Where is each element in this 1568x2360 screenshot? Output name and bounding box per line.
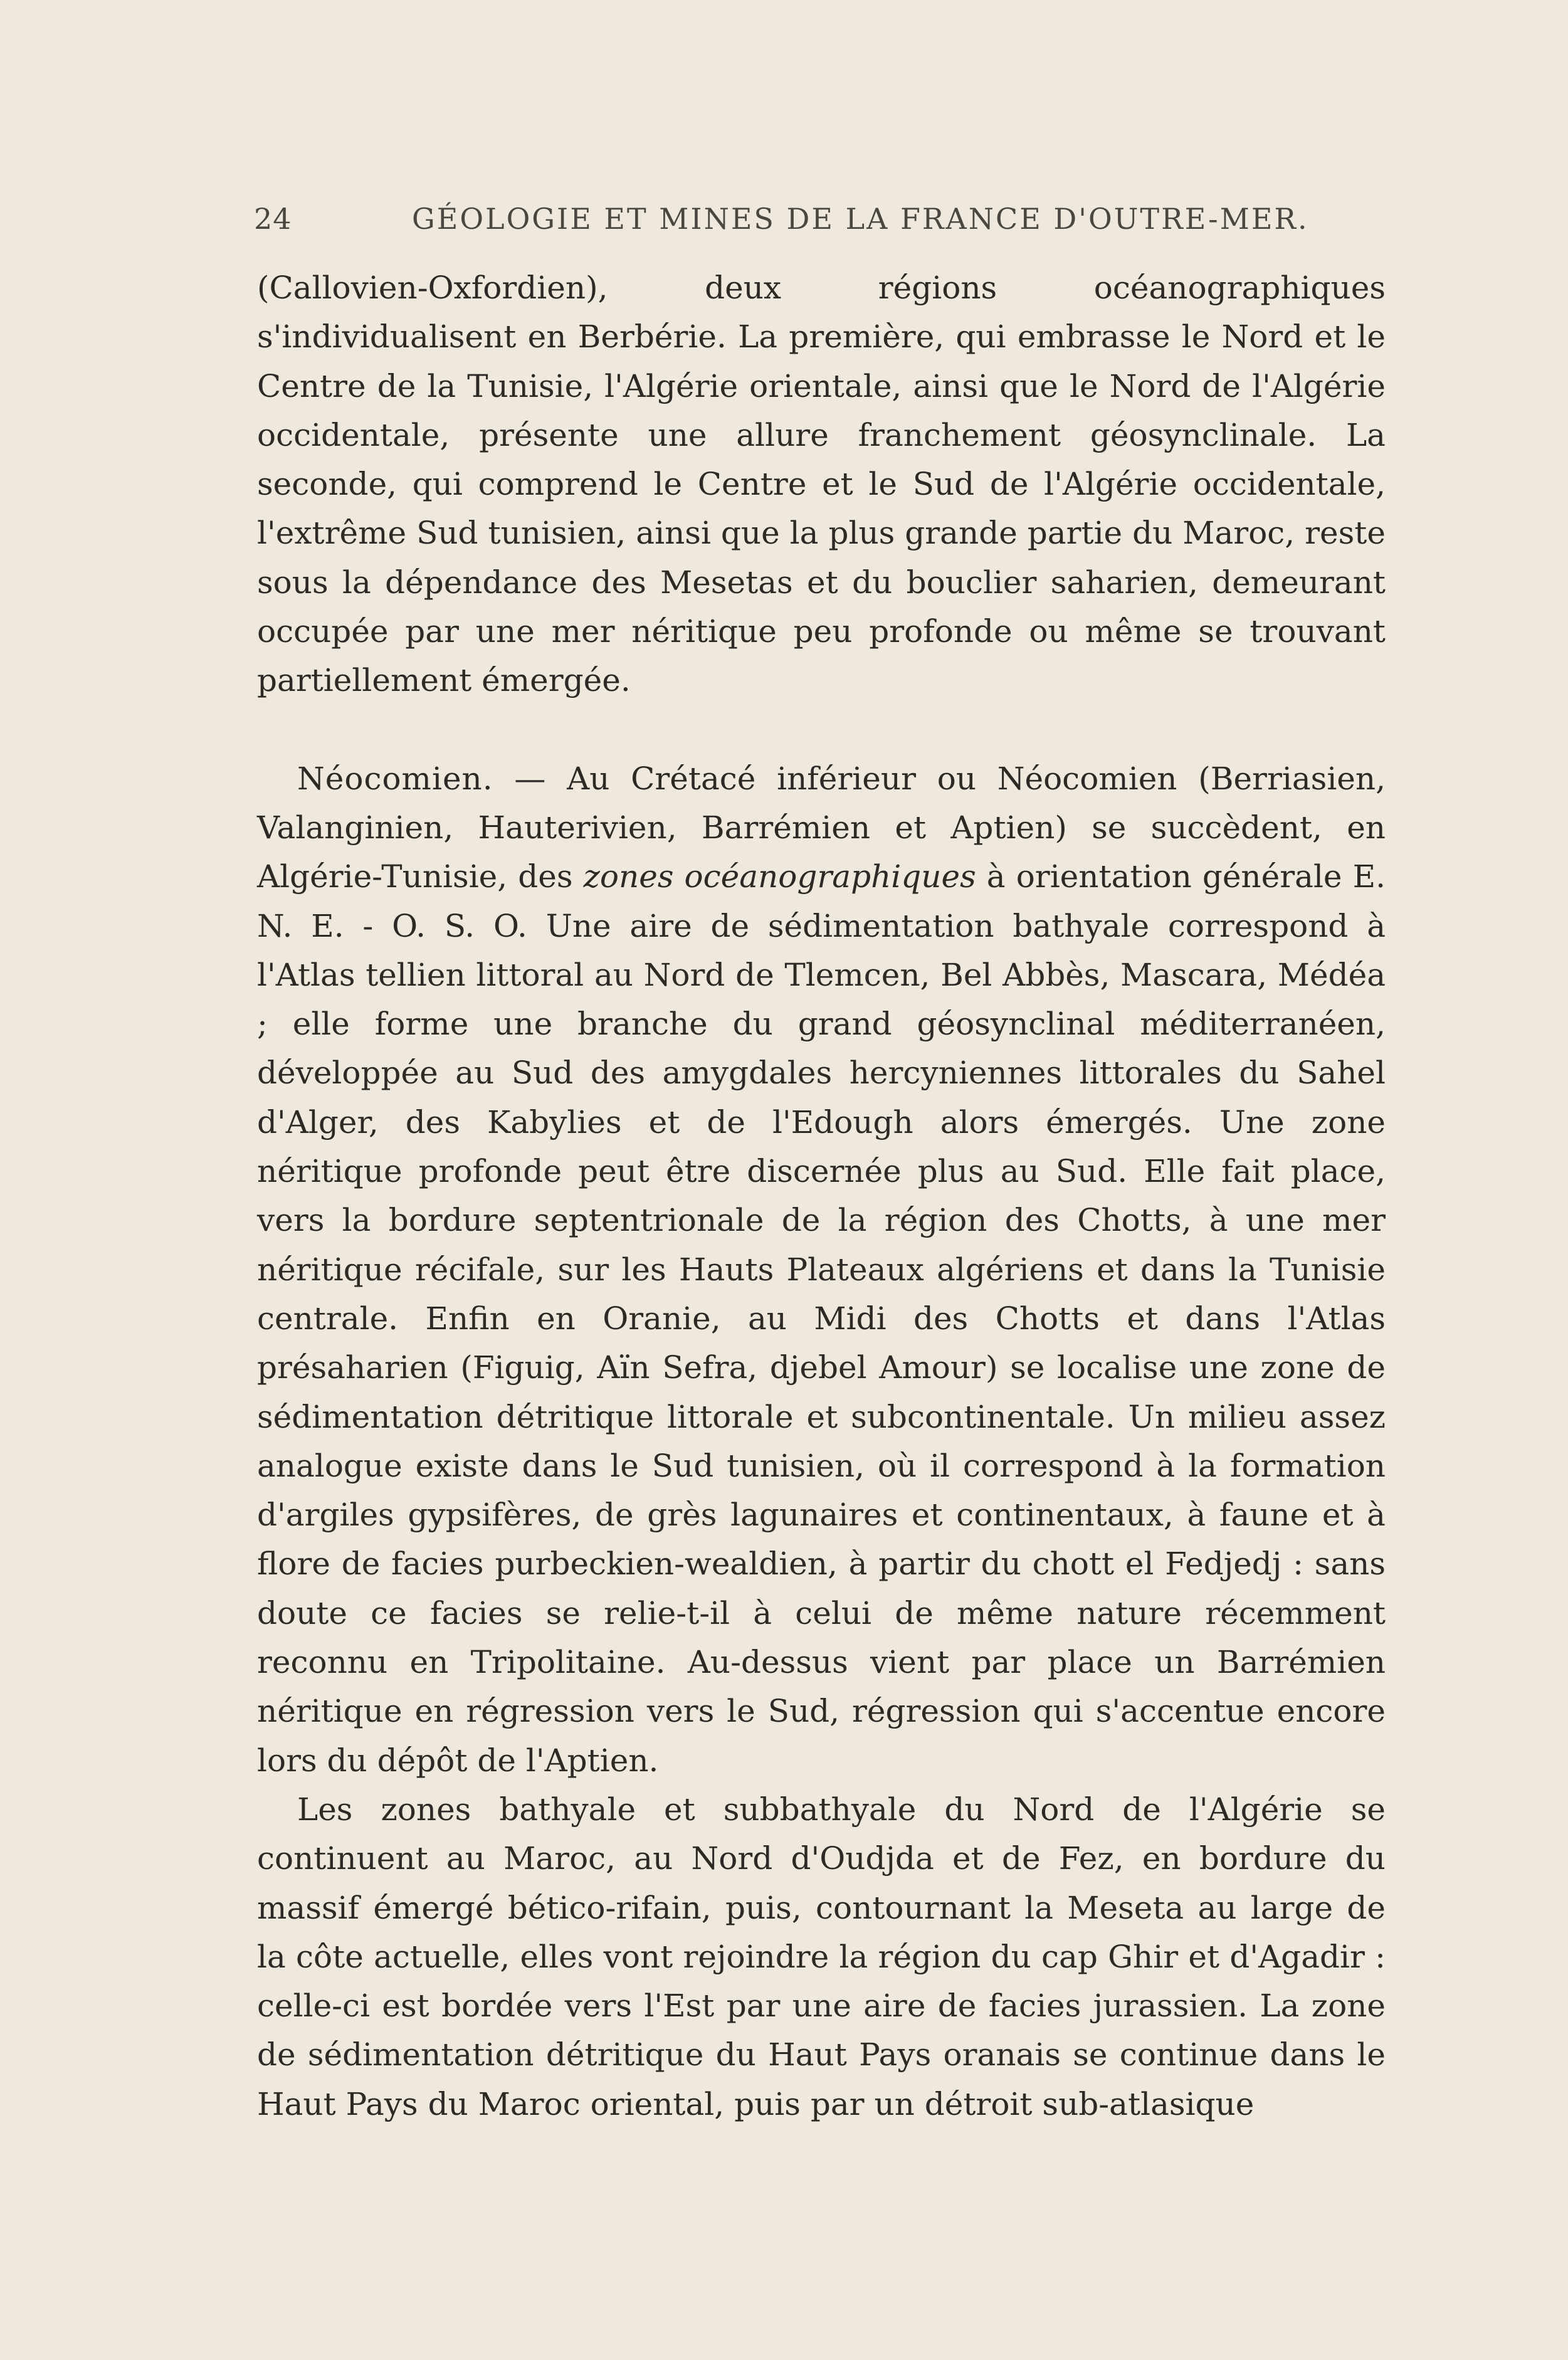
running-title: GÉOLOGIE ET MINES DE LA FRANCE D'OUTRE-MER. — [412, 202, 1309, 236]
italic-term: zones océanographiques — [583, 858, 976, 895]
paragraph-callovien: (Callovien-Oxfordien), deux régions océanographiques s'individualisent en Berbérie. La première, qui embrasse le Nord et le Centre de la Tunisie, l'Algérie orientale, ainsi que le Nord de l'Algérie occidentale, présente une allure franchement géosynclinale. La seconde, qui comprend le Centre et le Sud de l'Algérie occidentale, l'extrême Sud tunisien, ainsi que la plus grande partie du Maroc, reste sous la dépendance des Mesetas et du bouclier saharien, demeurant occupée par une mer néritique peu profonde ou même se trouvant partiellement émergée. — [257, 270, 1386, 699]
page-number: 24 — [254, 202, 292, 236]
section-heading-neocomien: Néocomien. — [297, 760, 493, 797]
running-header — [254, 202, 1389, 246]
paragraph-neocomien-text-1: — Au Crétacé inférieur ou Néocomien (Berriasien, Valanginien, Hauterivien, Barrémien et Aptien) se succèdent, en Algérie-Tunisie, des — [257, 760, 1386, 895]
paragraph-zones-bathyales: Les zones bathyale et subbathyale du Nord de l'Algérie se continuent au Maroc, au Nord d'Oudjda et de Fez, en bordure du massif émergé bético-rifain, puis, contournant la Meseta au large de la côte actuelle, elles vont rejoindre la région du cap Ghir et d'Agadir : celle-ci est bordée vers l'Est par une aire de facies jurassien. La zone de sédimentation détritique du Haut Pays oranais se continue dans le Haut Pays du Maroc oriental, puis par un détroit sub-atlasique — [257, 1791, 1386, 2122]
body-text — [257, 263, 1386, 2129]
paragraph-neocomien-text-2: à orientation générale E. N. E. - O. S. O. Une aire de sédimentation bathyale correspond à l'Atlas tellien littoral au Nord de Tlemcen, Bel Abbès, Mascara, Médéa ; elle forme une branche du grand géosynclinal méditerranéen, développée au Sud des amygdales hercyniennes littorales du Sahel d'Alger, des Kabylies et de l'Edough alors émergés. Une zone néritique profonde peut être discernée plus au Sud. Elle fait place, vers la bordure septentrionale de la région des Chotts, à une mer néritique récifale, sur les Hauts Plateaux algériens et dans la Tunisie centrale. Enfin en Oranie, au Midi des Chotts et dans l'Atlas présaharien (Figuig, Aïn Sefra, djebel Amour) se localise une zone de sédimentation détritique littorale et subcontinentale. Un milieu assez analogue existe dans le Sud tunisien, où il correspond à la formation d'argiles gypsifères, de grès lagunaires et continentaux, à faune et à flore de facies purbeckien-wealdien, à partir du chott el Fedjedj : sans doute ce facies se relie-t-il à celui de même nature récemment reconnu en Tripolitaine. Au-dessus vient par place un Barrémien néritique en régression vers le Sud, régression qui s'accentue encore lors du dépôt de l'Aptien. — [257, 858, 1386, 1779]
paragraph-neocomien — [257, 754, 1386, 1785]
